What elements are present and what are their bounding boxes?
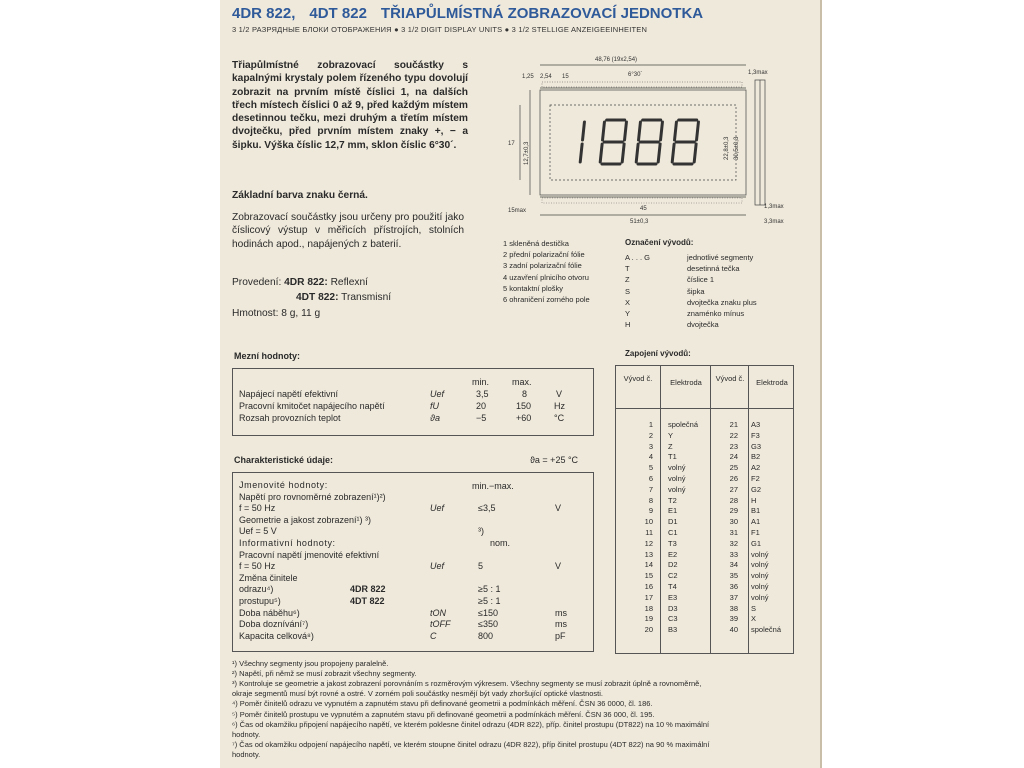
- pin-electrode: D1: [668, 517, 678, 527]
- pin-electrode: společná: [668, 420, 699, 429]
- pin-electrode: volný: [751, 592, 769, 602]
- limit-unit: V: [556, 389, 563, 399]
- pin-electrode: E2: [668, 549, 678, 559]
- pin-electrode: volný: [668, 484, 686, 494]
- pin-number: 20: [644, 625, 653, 635]
- char-sym: Uef: [430, 561, 445, 572]
- footnote: ³) Kontroluje se geometrie a jakost zobrazení porovnáním s rozměrovým výkresem. Všechny segmenty se musí zobrazit úplně a rovnoměrně,: [232, 679, 702, 689]
- char-value: ³): [478, 526, 484, 537]
- pinout-title: Zapojení vývodů:: [625, 349, 691, 358]
- pin-number: 36: [729, 582, 738, 591]
- pin-number: 16: [644, 582, 653, 591]
- char-label: Změna činitele: [239, 572, 298, 583]
- pin-number: 27: [729, 484, 738, 494]
- pin-number: 24: [729, 452, 738, 462]
- weight: Hmotnost: 8 g, 11 g: [232, 308, 321, 319]
- pin-electrode: C2: [668, 571, 678, 581]
- pin-val: jednotlivé segmenty: [687, 253, 754, 262]
- pin-electrode: S: [751, 603, 757, 613]
- pin-key: Y: [625, 309, 631, 319]
- pin-number: 23: [729, 441, 738, 451]
- char-unit: V: [555, 503, 562, 514]
- pin-key: X: [625, 297, 631, 307]
- pin-electrode: B1: [751, 506, 761, 516]
- pin-number: 12: [644, 538, 653, 548]
- pin-electrode: volný: [751, 560, 769, 570]
- pin-row-top: [542, 82, 742, 87]
- char-label: Napětí pro rovnoměrné zobrazení¹)²): [239, 491, 386, 502]
- limit-sym: fU: [430, 401, 439, 411]
- pin-electrode: T4: [668, 582, 677, 591]
- pin-electrode: volný: [668, 463, 686, 473]
- char-value: ≤150: [478, 607, 498, 618]
- legend-item: 5 kontaktní plošky: [503, 283, 564, 293]
- legend-item: 6 ohraničení zorného pole: [503, 295, 590, 305]
- pinout-h-vyvod-2: Vývod č.: [715, 374, 745, 383]
- limit-label: Pracovní kmitočet napájecího napětí: [239, 401, 385, 411]
- pin-electrode: X: [751, 614, 757, 624]
- dim-13b-label: 1,3max: [764, 204, 784, 210]
- provedeni-label: Provedení:: [232, 277, 282, 288]
- pinout-h-elektroda-2: Elektroda: [756, 378, 788, 387]
- pin-number: 14: [644, 560, 653, 570]
- char-condition: ϑa = +25 °C: [530, 455, 579, 465]
- pin-number: 3: [648, 441, 653, 451]
- model-t: 4DT 822:: [296, 292, 339, 303]
- dim-630-label: 6°30´: [628, 72, 643, 78]
- provedeni-r: [232, 277, 368, 288]
- pin-number: 18: [644, 603, 653, 613]
- pin-number: 8: [648, 495, 653, 505]
- pin-number: 11: [645, 528, 653, 537]
- pin-number: 29: [729, 506, 738, 516]
- title-text: TŘIAPŮLMÍSTNÁ ZOBRAZOVACÍ JEDNOTKA: [380, 5, 704, 22]
- limit-sym: Uef: [430, 389, 445, 399]
- pin-electrode: Y: [668, 430, 674, 440]
- pin-key: Z: [625, 275, 630, 285]
- pin-number: 31: [729, 528, 738, 537]
- pin-desc-list: [625, 252, 757, 330]
- pin-electrode: Z: [668, 441, 673, 451]
- char-sym: tON: [430, 607, 447, 618]
- char-model: 4DR 822: [350, 584, 386, 595]
- footnote: ⁶) Čas od okamžiku připojení napájecího napětí, ve kterém poklesne činitel odrazu (4DR 822), příp. činitel prostupu (DT822) na 10 % maximální: [232, 719, 710, 729]
- pin-desc-item: [625, 274, 757, 285]
- limit-unit: Hz: [554, 401, 565, 411]
- footnote: okraje segmentů musí být rovné a ostré. V zorném poli součástky nesmějí být vady zhoršující optické vlastnosti.: [232, 689, 603, 699]
- limit-max: +60: [516, 413, 532, 423]
- pin-electrode: volný: [751, 571, 769, 581]
- char-value: ≥5 : 1: [478, 596, 501, 606]
- dim-228-label: 22,8±0,3: [724, 136, 730, 160]
- char-label: Kapacita celková⁸): [239, 630, 314, 641]
- char-label: odrazu⁴): [239, 584, 274, 595]
- pin-number: 35: [729, 571, 738, 581]
- char-label: prostupu⁵): [239, 596, 281, 606]
- pin-val: znaménko mínus: [687, 309, 745, 319]
- dim-total-label: 48,76 (19x2,54): [595, 57, 638, 63]
- pinout-h-vyvod-1: Vývod č.: [623, 374, 653, 383]
- pin-electrode: T3: [668, 538, 677, 548]
- limit-unit: °C: [554, 413, 565, 423]
- pin-key: H: [625, 320, 631, 330]
- char-sym: tOFF: [430, 619, 451, 630]
- page-edge: [820, 0, 822, 768]
- pin-number: 22: [729, 430, 738, 440]
- char-label: Pracovní napětí jmenovité efektivní: [239, 549, 380, 560]
- provedeni-t: [296, 292, 391, 303]
- pin-number: 5: [648, 463, 653, 473]
- model-r: 4DR 822:: [284, 277, 328, 288]
- char-sym: C: [430, 630, 437, 641]
- footnote: ⁴) Poměr činitelů odrazu ve vypnutém a zapnutém stavu při definované geometrii a podmínkách měření. ČSN 36 0000, čl. 186.: [232, 699, 653, 709]
- page-title: [232, 5, 703, 22]
- part-legend: [503, 238, 590, 305]
- char-unit: ms: [555, 619, 567, 630]
- pin-desc-item: [625, 252, 757, 263]
- pin-electrode: H: [751, 495, 757, 505]
- pin-electrode: B3: [668, 625, 678, 635]
- char-sym: Uef: [430, 503, 445, 514]
- pin-electrode: T1: [668, 452, 677, 462]
- dim-13max-label: 1,3max: [748, 70, 768, 76]
- pin-electrode: A2: [751, 463, 761, 473]
- pin-number: 19: [644, 614, 653, 624]
- pin-number: 25: [729, 463, 738, 473]
- char-unit: ms: [555, 607, 567, 618]
- footnote: ²) Napětí, při němž se musí zobrazit všechny segmenty.: [232, 669, 417, 679]
- pin-val: desetinná tečka: [687, 264, 740, 274]
- limit-sym: ϑa: [430, 413, 440, 423]
- pin-number: 9: [648, 506, 653, 516]
- legend-item: 4 uzavření plnicího otvoru: [503, 272, 589, 282]
- pin-key: S: [625, 286, 631, 296]
- limits-row: [239, 401, 385, 411]
- subtitle: 3 1/2 РАЗРЯДНЫЕ БЛОКИ ОТОБРАЖЕНИЯ ● 3 1/2 DIGIT DISPLAY UNITS ● 3 1/2 STELLIGE ANZEIGEEINHEITEN: [232, 25, 648, 34]
- pin-electrode: volný: [751, 549, 769, 559]
- pin-number: 17: [644, 592, 653, 602]
- char-value: nom.: [490, 538, 511, 548]
- pin-number: 34: [729, 560, 738, 570]
- char-label: Uef = 5 V: [239, 526, 277, 537]
- type-t: Transmisní: [341, 292, 392, 303]
- pin-key: A . . . G: [625, 253, 651, 262]
- digit-segments: [580, 120, 699, 164]
- dim-127-label: 12,7±0,3: [524, 141, 530, 165]
- pin-number: 40: [729, 625, 738, 635]
- char-minmax-header: min.−max.: [472, 481, 514, 491]
- pin-desc-item: [625, 297, 757, 308]
- char-label: Informativní hodnoty:: [239, 538, 336, 548]
- limits-title: Mezní hodnoty:: [234, 351, 300, 361]
- char-value: 800: [478, 630, 494, 641]
- pin-number: 1: [648, 420, 653, 429]
- pin-number: 4: [648, 452, 653, 462]
- pin-number: 7: [648, 484, 653, 494]
- pin-desc-title: Označení vývodů:: [625, 238, 694, 247]
- limits-max-header: max.: [512, 377, 532, 387]
- footnote: ⁷) Čas od okamžiku odpojení napájecího napětí, ve kterém stoupne činitel odrazu (4DR 822), příp činitel prostupu (4DT 822) na 90 % maximální: [232, 739, 710, 749]
- pin-number: 13: [644, 549, 653, 559]
- pin-electrode: A1: [751, 517, 761, 527]
- char-value: 5: [478, 561, 484, 572]
- pinout-h-elektroda-1: Elektroda: [670, 378, 702, 387]
- limit-max: 150: [516, 401, 532, 411]
- dimension-drawing: [500, 50, 800, 225]
- pin-electrode: D3: [668, 603, 678, 613]
- char-title: Charakteristické údaje:: [234, 455, 334, 465]
- pin-electrode: G2: [751, 484, 762, 494]
- pin-electrode: C3: [668, 614, 678, 624]
- pin-number: 6: [648, 474, 653, 483]
- pin-electrode: A3: [751, 420, 761, 429]
- dim-305-label: 30,5±0,3: [734, 136, 740, 160]
- legend-item: 1 skleněná destička: [503, 239, 569, 248]
- char-label: f = 50 Hz: [239, 503, 276, 514]
- char-value: ≤3,5: [478, 503, 496, 514]
- footnote: hodnoty.: [232, 729, 261, 739]
- char-label: Jmenovité hodnoty:: [239, 480, 328, 490]
- char-unit: V: [555, 561, 562, 572]
- char-model: 4DT 822: [350, 596, 385, 606]
- pin-key: T: [625, 264, 630, 274]
- char-unit: pF: [555, 630, 566, 641]
- pin-electrode: F1: [751, 528, 760, 537]
- footnote: hodnoty.: [232, 749, 261, 759]
- limit-label: Rozsah provozních teplot: [239, 413, 341, 423]
- pin-val: dvojtečka: [687, 320, 719, 330]
- limit-min: 20: [476, 401, 487, 411]
- footnote: ¹) Všechny segmenty jsou propojeny paralelně.: [232, 659, 389, 668]
- pin-electrode: E3: [668, 592, 678, 602]
- pin-electrode: D2: [668, 560, 678, 570]
- pin-electrode: G3: [751, 441, 762, 451]
- pin-electrode: volný: [668, 474, 686, 483]
- char-label: f = 50 Hz: [239, 561, 276, 572]
- pin-number: 32: [729, 538, 738, 548]
- limits-row: [239, 413, 341, 423]
- legend-item: 2 přední polarizační fólie: [503, 250, 585, 260]
- pin-number: 15: [644, 571, 653, 581]
- char-value: ≥5 : 1: [478, 584, 501, 595]
- pin-electrode: společná: [751, 625, 782, 635]
- pin-number: 10: [644, 517, 653, 527]
- dim-51-label: 51±0,3: [630, 219, 649, 225]
- legend-item: 3 zadní polarizační fólie: [503, 261, 582, 271]
- footnote: ⁵) Poměr činitelů prostupu ve vypnutém a zapnutém stavu při definované geometrii a podmínkách měření. ČSN 36 000, čl. 195.: [232, 709, 655, 719]
- dim-45-label: 45: [640, 206, 647, 212]
- pin-electrode: C1: [668, 528, 678, 537]
- pin-desc-item: [625, 263, 757, 274]
- char-label: Geometrie a jakost zobrazení¹) ³): [239, 514, 372, 525]
- pin-electrode: G1: [751, 538, 762, 548]
- color-note: Základní barva znaku černá.: [232, 190, 368, 201]
- limit-max: 8: [522, 389, 528, 399]
- dim-15max-label: 15max: [508, 208, 527, 214]
- pin-number: 38: [729, 603, 738, 613]
- char-label: Doba doznívání⁷): [239, 619, 309, 630]
- pin-desc-item: [625, 319, 757, 330]
- dim-33-label: 3,3max: [764, 219, 784, 225]
- pin-row-bottom: [542, 198, 742, 203]
- pin-number: 39: [729, 614, 738, 624]
- pin-desc-item: [625, 286, 757, 297]
- pin-number: 37: [729, 592, 738, 602]
- char-label: Doba náběhu⁶): [239, 607, 300, 618]
- pin-number: 28: [729, 495, 738, 505]
- pin-number: 21: [729, 420, 738, 429]
- char-value: ≤350: [478, 619, 498, 630]
- limit-min: −5: [476, 413, 487, 423]
- intro-paragraph: Třiapůlmístné zobrazovací součástky s kapalnými krystaly polem řízeného typu dovolují zobrazit na prvním místě číslici 1, na dalších třech místech číslici 0 až 9, před každým místem desetinnou tečku, mezi druhým a třetím místem dvojtečku, před prvním místem znaky +, − a šipku. Výška číslic 12,7 mm, sklon číslic 6°30´.: [232, 60, 468, 151]
- pin-number: 2: [648, 430, 653, 440]
- model-name-2: 4DT 822: [309, 5, 367, 22]
- pin-number: 33: [729, 549, 738, 559]
- pin-val: šipka: [687, 286, 705, 296]
- pin-electrode: T2: [668, 495, 677, 505]
- pin-electrode: F3: [751, 430, 760, 440]
- pin-number: 30: [729, 517, 738, 527]
- pin-electrode: E1: [668, 506, 678, 516]
- limits-min-header: min.: [472, 377, 490, 387]
- pin-electrode: volný: [751, 582, 769, 591]
- pin-val: číslice 1: [687, 275, 715, 285]
- dim-15-label: 15: [562, 74, 569, 80]
- limits-row: [239, 389, 338, 399]
- dim-254-label: 2,54: [540, 74, 552, 80]
- pin-electrode: F2: [751, 474, 760, 483]
- dim-125-label: 1,25: [522, 74, 534, 80]
- limit-label: Napájecí napětí efektivní: [239, 389, 339, 399]
- purpose-paragraph: Zobrazovací součástky jsou určeny pro použití jako číslicový výstup v měřicích přístrojích, stolních hodinách apod., napájených z baterií.: [232, 212, 464, 250]
- dim-17-label: 17: [508, 141, 515, 147]
- type-r: Reflexní: [330, 277, 368, 288]
- pin-number: 26: [729, 474, 738, 483]
- pin-electrode: B2: [751, 452, 761, 462]
- model-name-1: 4DR 822,: [232, 5, 296, 22]
- limit-min: 3,5: [476, 389, 489, 399]
- pin-desc-item: [625, 308, 757, 319]
- pin-val: dvojtečka znaku plus: [687, 297, 757, 307]
